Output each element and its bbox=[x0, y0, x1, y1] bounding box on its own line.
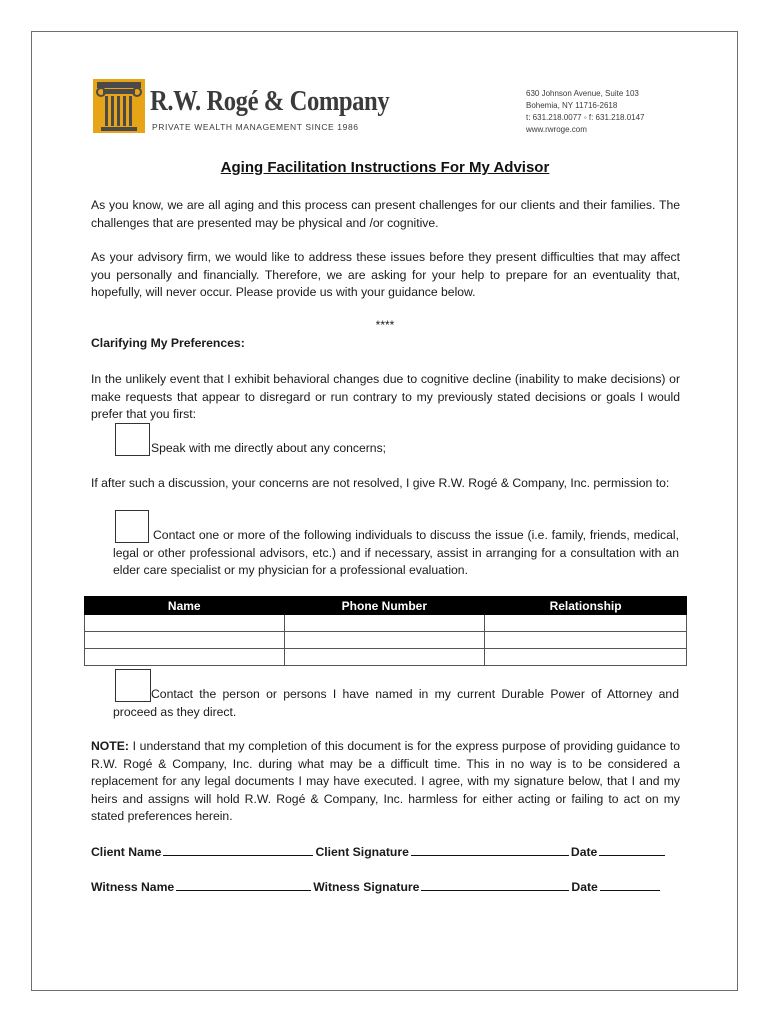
client-signature-field[interactable] bbox=[411, 843, 569, 856]
client-name-field[interactable] bbox=[163, 843, 313, 856]
column-header-relationship: Relationship bbox=[485, 597, 687, 615]
witness-date-field[interactable] bbox=[600, 878, 660, 891]
table-row bbox=[85, 615, 687, 632]
option-1-checkbox[interactable] bbox=[115, 423, 150, 456]
event-paragraph: In the unlikely event that I exhibit behavioral changes due to cognitive decline (inability to make decisions) or make requests that appear to disregard or run contrary to my previously stated decisions or goals I would prefer that you first: bbox=[91, 372, 680, 421]
option-1-label: Speak with me directly about any concerns; bbox=[151, 441, 387, 455]
client-name-label: Client Name bbox=[91, 845, 162, 859]
website-link[interactable]: www.rwroge.com bbox=[526, 125, 587, 134]
contact-relationship-cell[interactable] bbox=[485, 649, 687, 666]
document-title: Aging Facilitation Instructions For My Advisor bbox=[220, 159, 550, 176]
note-label: NOTE: bbox=[91, 739, 129, 753]
witness-name-field[interactable] bbox=[176, 878, 311, 891]
client-signature-label: Client Signature bbox=[315, 845, 409, 859]
section-separator: **** bbox=[375, 318, 395, 332]
contact-name-cell[interactable] bbox=[85, 649, 285, 666]
table-header-row bbox=[85, 597, 687, 615]
witness-signature-row bbox=[91, 878, 662, 894]
witness-signature-field[interactable] bbox=[421, 878, 569, 891]
table-row bbox=[85, 649, 687, 666]
option-3-label: Contact the person or persons I have named in my current Durable Power of Attorney and proceed as they direct. bbox=[113, 687, 679, 719]
option-2-label: Contact one or more of the following individuals to discuss the issue (i.e. family, friends, medical, legal or other professional advisors, etc.) and if necessary, assist in arranging for a consultation with an elder care specialist or my physician for a professional evaluation. bbox=[113, 528, 679, 577]
company-tagline: PRIVATE WEALTH MANAGEMENT SINCE 1986 bbox=[152, 122, 359, 132]
contacts-table bbox=[84, 596, 687, 666]
phone-fax: t: 631.218.0077 ◦ f: 631.218.0147 bbox=[526, 113, 645, 122]
contact-relationship-cell[interactable] bbox=[485, 632, 687, 649]
contact-phone-cell[interactable] bbox=[284, 615, 485, 632]
company-logo bbox=[93, 79, 390, 133]
column-header-name: Name bbox=[85, 597, 285, 615]
witness-date-label: Date bbox=[571, 880, 598, 894]
witness-signature-label: Witness Signature bbox=[313, 880, 420, 894]
contact-name-cell[interactable] bbox=[85, 632, 285, 649]
note-text: I understand that my completion of this document is for the express purpose of providing guidance to R.W. Rogé & Company, Inc. during what may be a difficult time. This in no way is to be considered a replacement for any legal documents I may have executed. I agree, with my signature below, that I and my heirs and assigns will hold R.W. Rogé & Company, Inc. harmless for either acting or failing to act on my stated preferences herein. bbox=[91, 739, 680, 823]
client-date-label: Date bbox=[570, 845, 598, 859]
column-logo-icon bbox=[93, 79, 145, 133]
contact-relationship-cell[interactable] bbox=[485, 615, 687, 632]
table-row bbox=[85, 632, 687, 649]
request-paragraph: As your advisory firm, we would like to address these issues before they present difficulties that may affect you personally and financially. Therefore, we are asking for your help to prepare for an eventuality that, hopefully, will never occur. Please provide us with your guidance below. bbox=[91, 250, 680, 299]
followup-paragraph: If after such a discussion, your concerns are not resolved, I give R.W. Rogé & Company, Inc. permission to: bbox=[91, 476, 670, 490]
company-address bbox=[526, 88, 645, 136]
contact-phone-cell[interactable] bbox=[284, 632, 485, 649]
witness-name-label: Witness Name bbox=[91, 880, 175, 894]
section-heading: Clarifying My Preferences: bbox=[91, 336, 245, 350]
company-name: R.W. Rogé & Company bbox=[150, 86, 390, 117]
client-date-field[interactable] bbox=[599, 843, 665, 856]
intro-paragraph: As you know, we are all aging and this process can present challenges for our clients and their families. The challenges that are presented may be physical and /or cognitive. bbox=[91, 198, 680, 230]
address-line-2: Bohemia, NY 11716-2618 bbox=[526, 101, 618, 110]
address-line-1: 630 Johnson Avenue, Suite 103 bbox=[526, 89, 639, 98]
column-header-phone: Phone Number bbox=[284, 597, 485, 615]
note-paragraph bbox=[91, 738, 680, 826]
contact-phone-cell[interactable] bbox=[284, 649, 485, 666]
contact-name-cell[interactable] bbox=[85, 615, 285, 632]
client-signature-row bbox=[91, 843, 667, 859]
